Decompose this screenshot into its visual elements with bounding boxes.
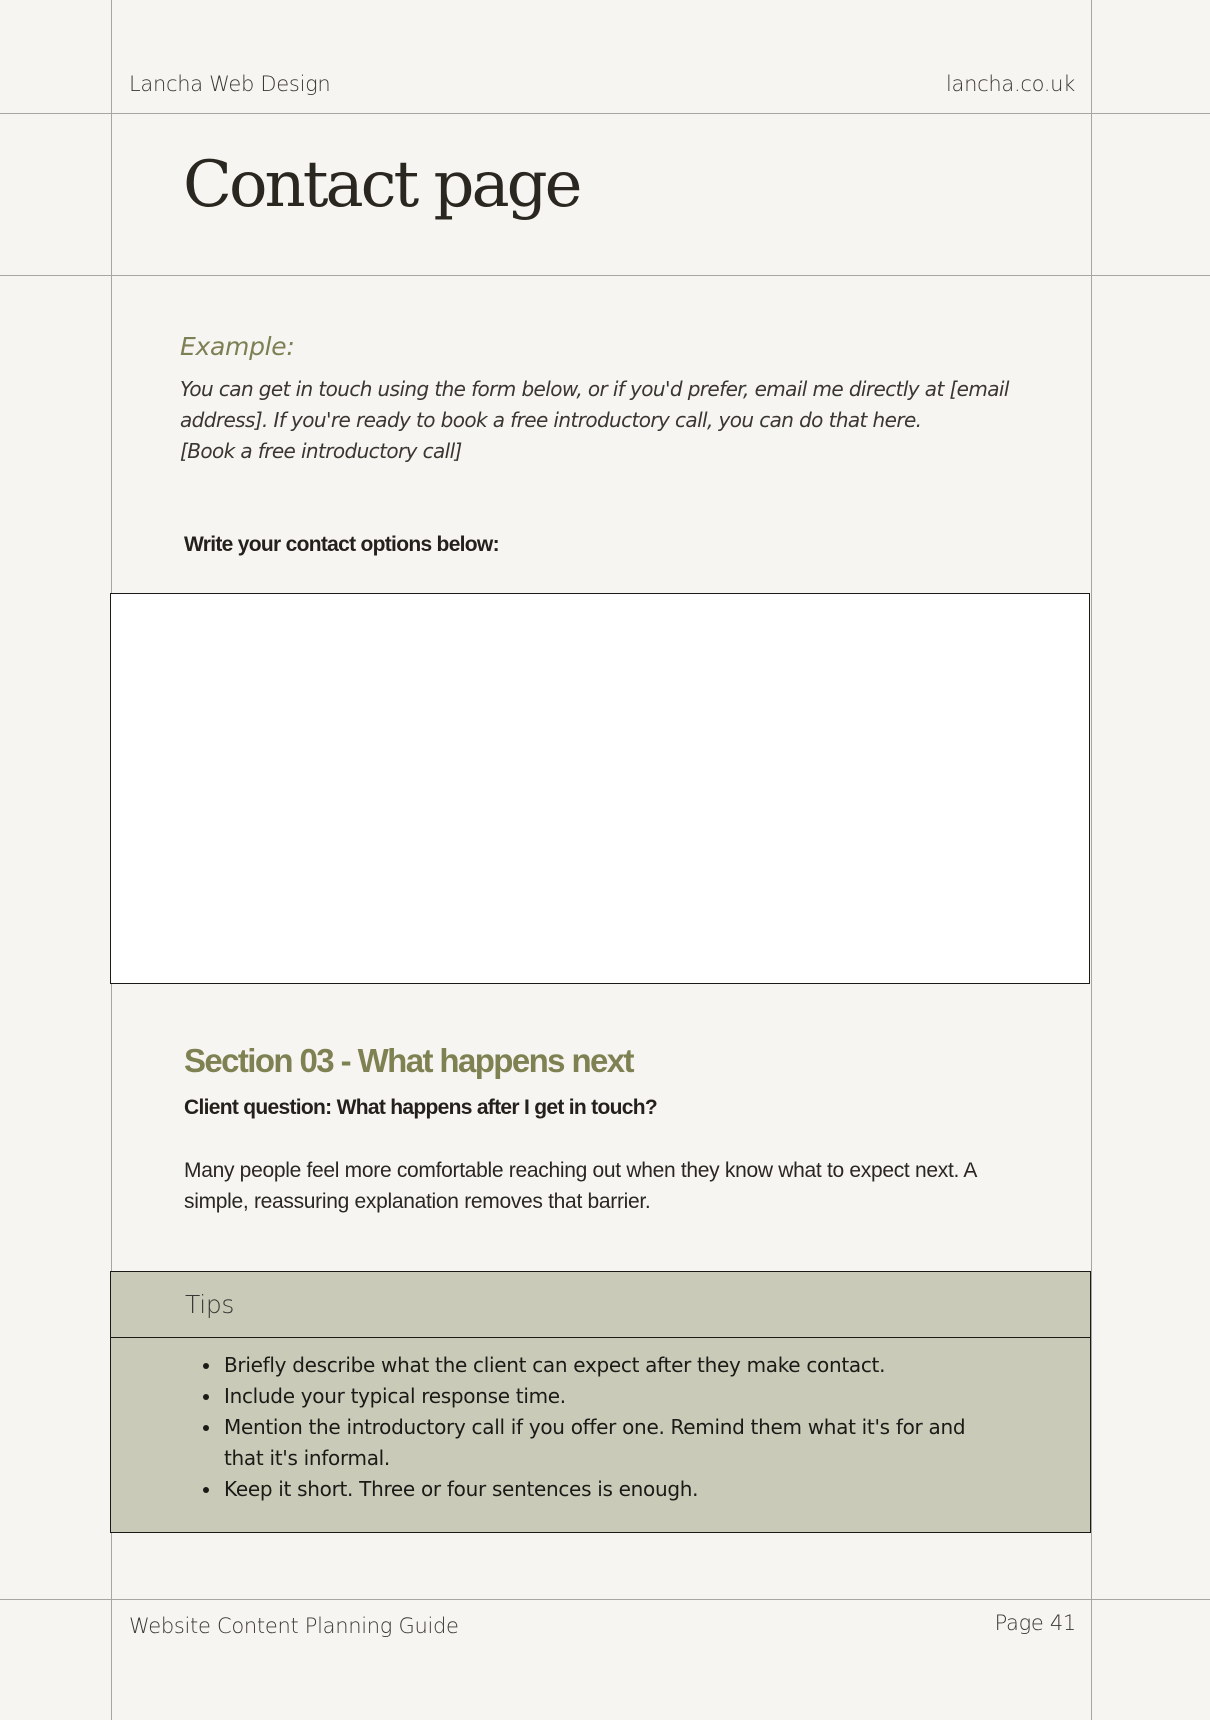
tips-panel	[110, 1338, 1091, 1533]
title-divider	[0, 275, 1210, 276]
client-question: Client question: What happens after I get in touch?	[184, 1096, 657, 1119]
tip-item: Include your typical response time.	[224, 1381, 1004, 1412]
section-body: Many people feel more comfortable reaching out when they know what to expect next. A simple, reassuring explanation removes that barrier.	[184, 1159, 976, 1213]
page-title: Contact page	[183, 148, 580, 222]
contact-options-prompt: Write your contact options below:	[184, 533, 499, 556]
header-website: lancha.co.uk	[946, 72, 1075, 96]
example-link-placeholder: [Book a free introductory call]	[180, 439, 462, 463]
example-text	[180, 374, 1050, 467]
footer-divider	[0, 1599, 1210, 1600]
example-paragraph: You can get in touch using the form below, or if you'd prefer, email me directly at [email address]. If you're ready to book a free introductory call, you can do that here.	[180, 377, 1009, 432]
tip-item: Briefly describe what the client can expect after they make contact.	[224, 1350, 1004, 1381]
contact-options-input-box[interactable]	[110, 593, 1090, 984]
tip-item: Mention the introductory call if you offer one. Remind them what it's for and that it's informal.	[224, 1412, 1004, 1474]
header-divider	[0, 113, 1210, 114]
tips-title: Tips	[185, 1290, 235, 1319]
header-brand: Lancha Web Design	[129, 72, 331, 96]
footer-guide-title: Website Content Planning Guide	[129, 1614, 459, 1638]
margin-line-right	[1091, 0, 1092, 1720]
tips-list	[224, 1350, 1004, 1505]
tips-header	[110, 1271, 1091, 1338]
tip-item: Keep it short. Three or four sentences is enough.	[224, 1474, 1004, 1505]
section-heading: Section 03 - What happens next	[184, 1042, 633, 1079]
example-label: Example:	[180, 332, 295, 361]
page-number: Page 41	[994, 1611, 1076, 1635]
